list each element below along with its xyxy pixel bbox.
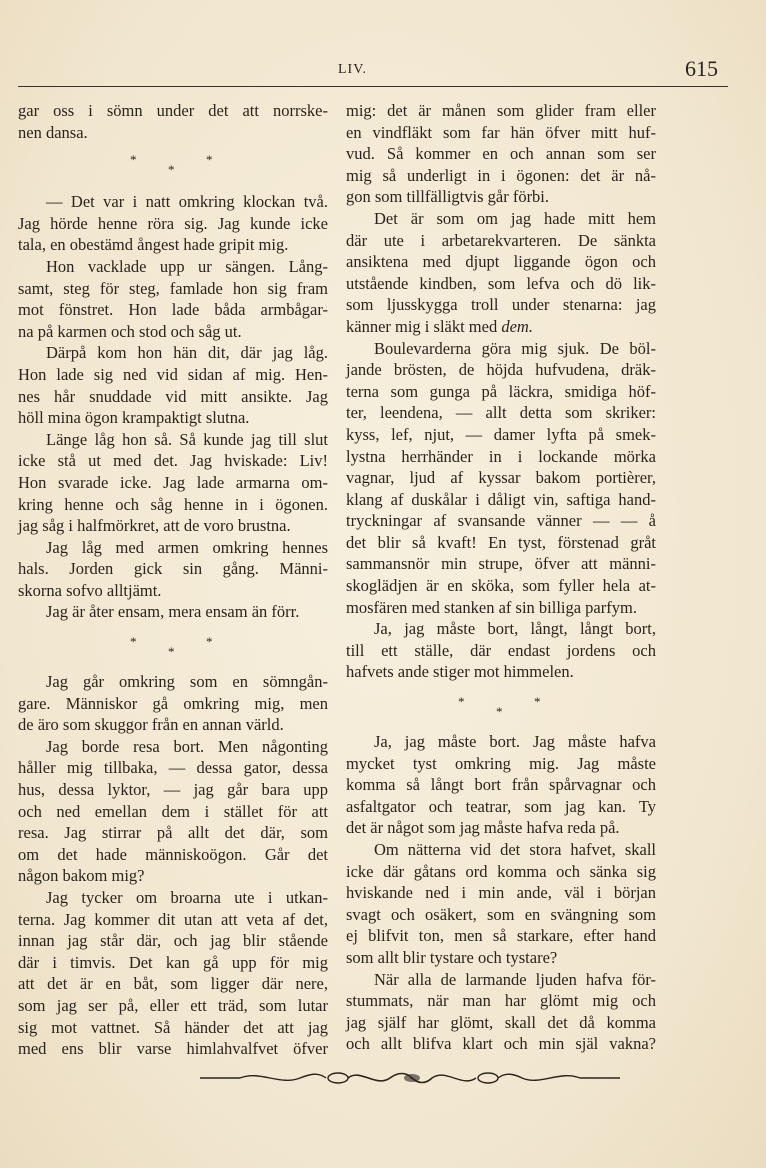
text-line: håller mig tillbaka, — dessa gator, dessa (18, 758, 328, 778)
text-line: Jag hörde henne röra sig. Jag kunde icke (18, 213, 328, 233)
tailpiece-ornament (200, 1066, 620, 1090)
paragraph (346, 338, 656, 619)
text-line: det är något som jag måste hafva reda på. (346, 818, 620, 838)
header-rule (18, 86, 728, 87)
paragraph (18, 342, 328, 428)
paragraph (346, 208, 656, 338)
text-line: tala, en obestämd ångest hade gripit mig. (18, 235, 289, 255)
text-line: Därpå kom hon hän dit, där jag låg. (46, 343, 328, 363)
text-line: en vindfläkt som far hän öfver mitt huf- (346, 122, 656, 142)
text-line: icke stå ut med det. Jag hviskade: Liv! (18, 451, 328, 471)
text-line: till ett ställe, där endast jordens och (346, 640, 656, 660)
text-line: Hon lade sig ned vid sidan af mig. Hen- (18, 364, 328, 384)
text-line: kring henne och såg henne in i ögonen. (18, 494, 328, 514)
text-line: ansiktena med djupt liggande ögon och (346, 252, 656, 272)
asterisk: * (458, 694, 465, 710)
text-line: som jag ser på, eller ett träd, som lutar (18, 995, 328, 1015)
text-line: mycket tyst omkring mig. Jag måste (346, 753, 656, 773)
left-column (18, 100, 328, 1060)
text-line: Det är som om jag hade mitt hem (374, 208, 656, 228)
text-line: Jag går omkring som en sömngån- (46, 672, 328, 692)
text-line: sig mot vattnet. Så händer det att jag (18, 1017, 328, 1037)
text-line: ter, leendena, — allt detta som skriker: (346, 403, 656, 423)
asterisk: * (534, 694, 541, 710)
text-line: samt, steg för steg, famlade hon sig fram (18, 278, 328, 298)
text-line: någon bakom mig? (18, 866, 145, 886)
text-line: mig så underligt in i ögonen: det är nå- (346, 165, 656, 185)
paragraph (346, 969, 656, 1055)
text-line: lystna herrhänder in i lockande mörka (346, 446, 656, 466)
text-line: höll mina ögon krampaktigt slutna. (18, 408, 250, 428)
text-span: känner mig i släkt med (346, 316, 502, 336)
text-line: stummats, när man har glömt mig och (346, 991, 656, 1011)
text-line: resa. Jag stirrar på allt det där, som (18, 823, 328, 843)
paragraph (346, 839, 656, 969)
paragraph (346, 731, 656, 839)
asterisk: * (130, 634, 137, 650)
text-line: ej blifvit ton, men så starkare, efter hand (346, 926, 656, 946)
text-line: vud. Så kommer en och annan som ser (346, 144, 656, 164)
text-line: om det hade människoögon. Går det (18, 844, 328, 864)
text-line: Ja, jag måste bort. Jag måste hafva (374, 732, 656, 752)
text-line: hviskande ned i min ande, väl i början (346, 883, 656, 903)
text-line: nes hår snuddade vid mitt ansikte. Jag (18, 386, 328, 406)
section-break-asterisks (18, 143, 328, 185)
emphasized-word: dem. (501, 316, 533, 336)
text-line: komma så långt bort från spårvagnar och (346, 775, 656, 795)
text-line: kyss, lef, njut, — damer lyfta på smek- (346, 424, 656, 444)
text-line: skoglädjen är en sköka, som fyller hela at- (346, 576, 656, 596)
text-line: hals. Jorden gick sin gång. Männi- (18, 559, 328, 579)
paragraph (18, 601, 328, 623)
text-line: som allt blir tystare och tystare? (346, 947, 558, 967)
page-header (18, 58, 718, 86)
asterisk: * (206, 152, 213, 168)
text-line: mig: det är månen som glider fram eller (346, 101, 656, 120)
paragraph (18, 537, 328, 602)
text-line: Hon vacklade upp ur sängen. Lång- (46, 256, 328, 276)
asterisk: * (130, 152, 137, 168)
text-line: Länge låg hon så. Så kunde jag till slut (46, 429, 328, 449)
text-line: och allt blifva klart och min själ vakna? (346, 1034, 656, 1054)
text-line: Jag tycker om broarna ute i utkan- (46, 888, 328, 907)
paragraph (18, 671, 328, 736)
text-line: klang af duskålar i dåligt vin, saftiga hand- (346, 489, 656, 509)
text-line: och ned emellan dem i stället för att (18, 801, 328, 821)
asterisk: * (496, 704, 503, 720)
text-line: jande brösten, de höjda hufvudena, dräk- (346, 360, 656, 380)
right-column (346, 100, 656, 1055)
asterisk: * (168, 644, 175, 660)
text-line: terna. Jag kommer dit utan att veta af det, (18, 909, 328, 929)
text-line: Jag låg med armen omkring hennes (46, 537, 328, 557)
text-line (346, 316, 656, 338)
text-line: nen dansa. (18, 122, 88, 142)
text-line: där i timvis. Det kan gå upp för mig (18, 952, 328, 972)
text-line: mosfären med stanken af sin billiga parfym. (346, 597, 637, 617)
text-line: gon som tillfälligtvis går förbi. (346, 187, 550, 207)
paragraph (18, 736, 328, 887)
section-break-asterisks (346, 683, 656, 725)
running-title: LIV. (338, 62, 368, 77)
text-line: utstående kindben, som lefva och dö lik- (346, 273, 656, 293)
text-line: jag själf har glömt, skall det då komma (346, 1012, 656, 1032)
paragraph (346, 100, 656, 208)
text-line: gare. Människor gå omkring mig, men (18, 693, 328, 713)
text-line: Boulevarderna göra mig sjuk. De böl- (374, 338, 656, 358)
text-line: där ute i arbetarekvarteren. De sänkta (346, 230, 656, 250)
text-line: vagnar, ljud af kyssar bakom portièrer, (346, 468, 656, 488)
paragraph (346, 618, 656, 683)
text-line: mot fönstret. Hon lade båda armbågar- (18, 300, 328, 320)
paragraph (18, 191, 328, 256)
text-line: asfaltgator och teatrar, som jag kan. Ty (346, 796, 656, 816)
paragraph (18, 100, 328, 143)
text-line: sammansnör min strupe, öfver att männi- (346, 554, 656, 574)
asterisk: * (168, 162, 175, 178)
text-line: hafvets ande stiger mot himmelen. (346, 662, 574, 682)
text-line: Om nätterna vid det stora hafvet, skall (374, 840, 656, 859)
text-line: skorna sofvo alltjämt. (18, 580, 162, 600)
text-line: tryckningar af svansande vänner — — å (346, 511, 656, 531)
section-break-asterisks (18, 623, 328, 665)
text-line: icke där gåtans ord komma och sänka sig (346, 861, 656, 881)
text-line: det blir så kvaft! En tyst, förstenad gråt (346, 532, 656, 552)
text-line: svagt och osäkert, som en svängning som (346, 904, 656, 924)
text-line: När alla de larmande ljuden hafva för- (374, 969, 656, 989)
text-line: terna som gunga på läckra, smidiga höf- (346, 381, 656, 401)
text-line: innan jag står där, och jag blir stående (18, 931, 328, 951)
text-line: — Det var i natt omkring klockan två. (46, 192, 328, 212)
text-line: Jag borde resa bort. Men någonting (46, 736, 328, 756)
page-number: 615 (685, 56, 718, 81)
text-line: Jag är åter ensam, mera ensam än förr. (46, 602, 300, 622)
text-line: som ljusskygga troll under stenarna: jag (346, 295, 656, 315)
paragraph (18, 256, 328, 342)
text-line: Ja, jag måste bort, långt, långt bort, (374, 619, 656, 639)
text-line: Hon svarade icke. Jag lade armarna om- (18, 472, 328, 492)
asterisk: * (206, 634, 213, 650)
paragraph (18, 429, 328, 537)
text-line: hus, dessa lyktor, — jag går bara upp (18, 780, 328, 800)
text-line: jag såg i halfmörkret, att de voro brustna. (18, 516, 291, 536)
text-line: de äro som skuggor från en annan värld. (18, 715, 284, 735)
text-line: med ens blir varse himlahvalfvet öfver (18, 1039, 328, 1059)
text-line: na på karmen och stod och såg ut. (18, 321, 242, 341)
paragraph (18, 887, 328, 1060)
text-line: gar oss i sömn under det att norrske- (18, 101, 328, 120)
text-line: att det är en båt, som ligger där nere, (18, 974, 328, 994)
